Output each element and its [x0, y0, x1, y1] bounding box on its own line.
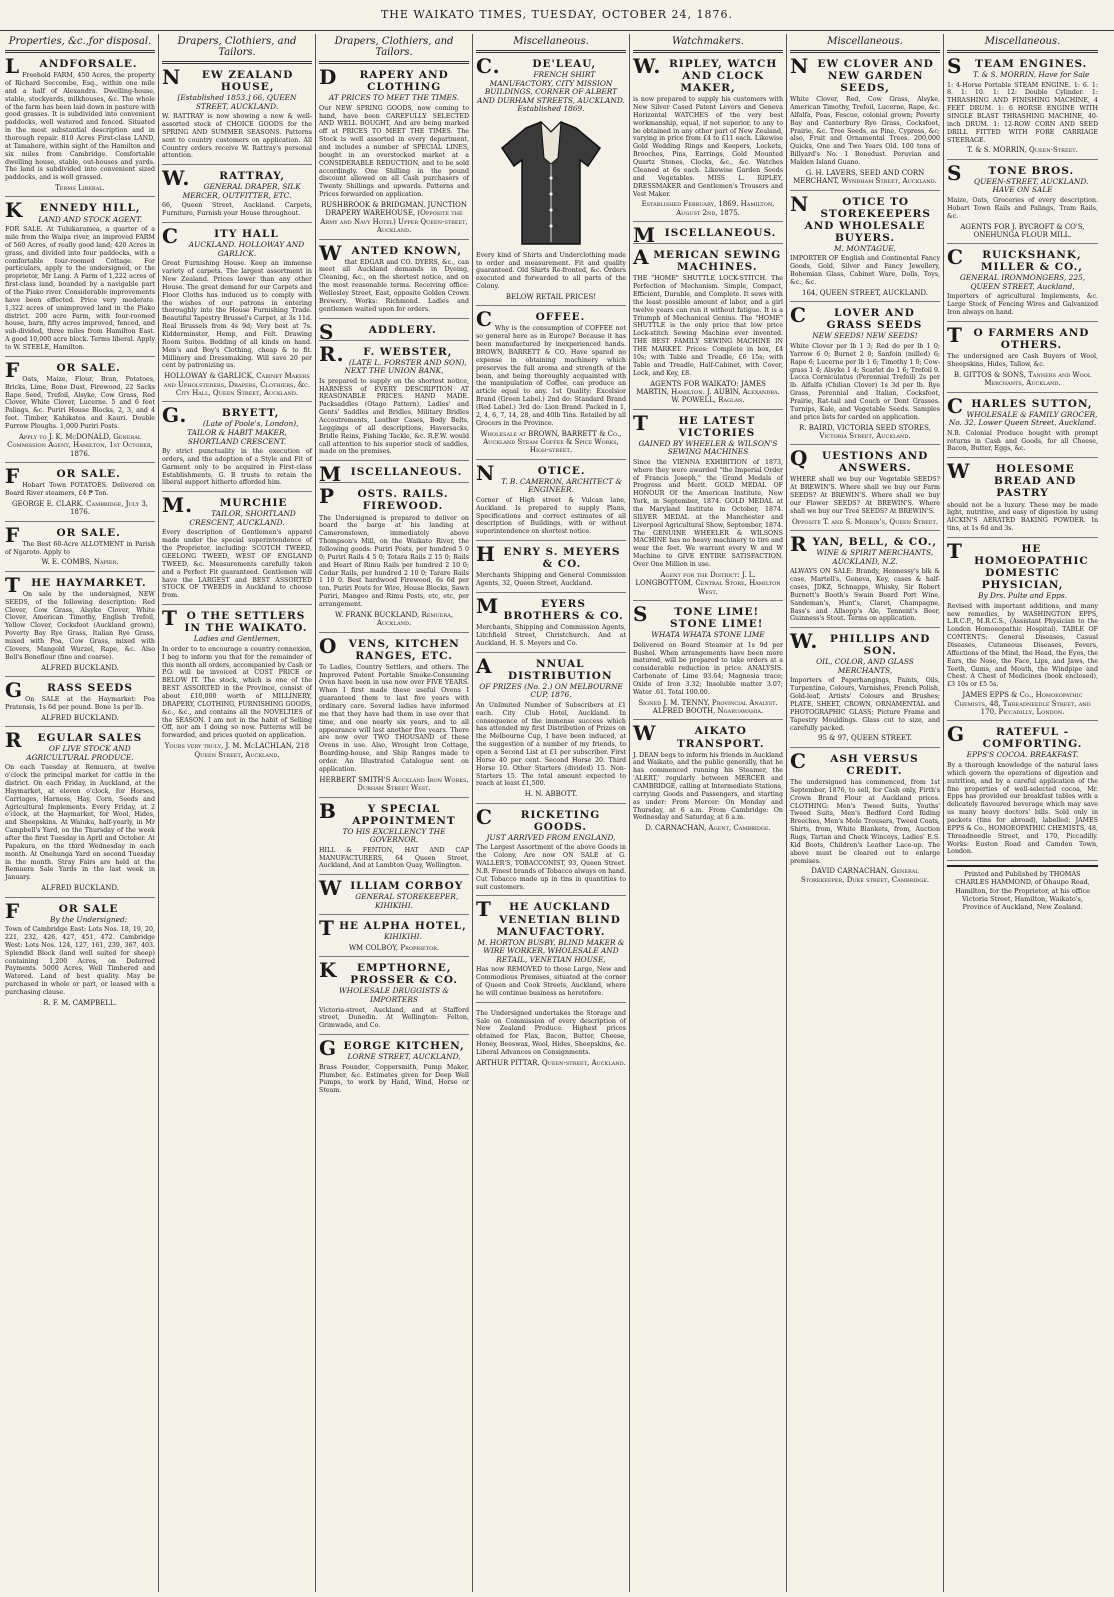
ad-subtitle: Ladies and Gentlemen,	[193, 634, 281, 644]
ad-title: M.MURCHIE	[162, 493, 288, 518]
ad-signature: ALFRED BUCKLAND.	[41, 663, 119, 672]
ad-title: MISCELLANEOUS.	[633, 223, 777, 248]
column-header: Miscellaneous.	[827, 36, 903, 47]
ad-body: J. DEAN begs to inform his friends in Auckland and Waikato, and the public generally, that he has commenced running his Steamer, the 'ALERT,' regularly between MERCER and CAMBRIDGE, calling at Intermediate Stations, carrying Goods and Passengers, and starting as under: From Mercer: On Monday and Thursday, at 6 a.m. From Cambridge: On Wednesday and Saturday, at 6 a.m.	[633, 751, 783, 822]
ad-body: 1: 4-Horse Portable STEAM ENGINE. 1: 6. 1: 8. 1: 10. 1: 12: Double Cylinder. 1: THRASHING AND FINISHING MACHINE, 4 FEET DRUM. 1: 6 HORSE ENGINE WITH SINGLE BLAST THRASHING MACHINE, 40-inch DRUM. 1: 12-ROW CORN AND SEED DRILL FITTED WITH FORE CARRIAGE STEERAGE.	[947, 81, 1098, 144]
ad-body: is now prepared to supply his customers with New Silver Cased Patent Levers and Geneva Horizontal WATCHES of the very best workmanship, equal, if not superior, to any to be obtained in any other part of New Zealand, varying in price from £4 to £11 each. Likewise Gold Wedding Rings and Keepers, Lockets, Brooches, Pins, Earrings, Gold Mounted Quartz Stones, Clocks, &c., &c. Watches Cleaned at 6s each. Likewise Garden Seeds and Vegetables. MISS L. RIPLEY, DRESSMAKER and Gentlemen's Trousers and Vest Maker.	[633, 96, 783, 198]
ad-title: SADDLERY.	[319, 319, 437, 344]
ad-body: Merchants Shipping and General Commission Agents, 32, Queen Street, Auckland.	[476, 572, 626, 588]
ad-body: that EDGAR and CO. DYERS, &c., can meet all Auckland demands in Dyeing, Cleaning, &c., on the shortest notice, and on the most reasonable terms. Receiving office: Wellesley Street, East, opposite Golden Crown Brewery. Works: Richmond. Ladies and gentlemen waited upon for orders.	[319, 258, 469, 313]
ad-title: TO FARMERS AND OTHERS.	[947, 323, 1090, 352]
ad-signature: R. BAIRD, VICTORIA SEED STORES, Victoria Street, Auckland.	[799, 423, 931, 440]
ad-body: THE "HOME" SHUTTLE LOCK-STITCH. The Perfection of Mechanism. Simple, Compact, Efficient, Durable, and Complete. It sews with the least possible amount of labor, and a girl twelve years can run it without fatigue. It is a Triumph of Mechanical Genius. The "HOME" SHUTTLE is the only price that low price Lock-stitch Sewing Machine ever invented. THE BEST FAMILY SEWING MACHINE IN THE MARKET. Prices: Complete in box, £4 10s; with Table and Treadle, £6 15s; with Table and Treadle, Half-Cabinet, with Cover, Lock, and Key, £8.	[633, 275, 783, 377]
ad-title: THE HAYMARKET.	[5, 572, 147, 597]
advertisement	[5, 729, 155, 897]
ad-body: Revised with important additions, and many new remedies, by WASHINGTON EPPS, L.R.C.P., M.R.C.S., (Assistant Physician to the London Homoeopathic Hospital). TABLE OF CONTENTS: General Diseases, Casual Diseases, Cutaneous Diseases, Fevers, Affections of the Mind, the Head, the Eyes, the Ears, the Nose, the Face, Lips, and Jaws, the Teeth, Gums, and Mouth, the Windpipe and Chest. A Chest of Medicines (book enclosed), £3 10s or £5 5s.	[947, 602, 1098, 689]
ad-title: MEYERS BROTHERS & CO.	[476, 593, 624, 623]
advertisement	[790, 533, 940, 628]
ad-body: On sale by the undersigned, NEW SEEDS, of the following description: Red Clover, Cow Grass, Alsyke Clover, White Clover, American Timothy, English Trefoil, Yellow Clover, Cocksfoot (Auckland grown), Poverty Bay Rye Grass, Italian Rye Grass, mixed with Poa, Cow Grass, mixed with Clovers, Mangold Wurzel, Rape, &c. Also Bell's Boneflour (fine and coarse).	[5, 590, 155, 661]
advertisement	[162, 494, 312, 605]
advertisement	[947, 324, 1098, 393]
ad-subtitle: WHOLESALE & FAMILY GROCER, No. 32, Lower Queen Street, Auckland.	[948, 409, 1098, 428]
ad-subtitle: M. HORTON BUSBY, BLIND MAKER & WIRE WORKER, WHOLESALE AND RETAIL, VENETIAN HOUSE,	[477, 937, 625, 964]
ad-body: 66, Queen Street, Auckland. Carpets, Furniture, Furnish your House throughout.	[162, 202, 312, 218]
ad-body: Since the VIENNA EXHIBITION of 1873, where they were awarded "the Imperial Order of Francis Joseph," the Grand Medals of Progress and Merit. GOLD MEDAL OF HONOUR Of the American Institute, New York, in September, 1874. GOLD MEDAL at the Maryland Institute in October, 1874. SILVER MEDAL at the Manchester and Liverpool Agricultural Show, September, 1874. The GENUINE WHEELER & WILSONS MACHINE has no heavy machinery to tire and wear the feet. We warrant every W and W Machine to GIVE ENTIRE SATISFACTION. Over One Million in use.	[633, 458, 783, 568]
ad-signature: Agent for the District: J. L. LONGBOTTOM, Central Store, Hamilton West.	[635, 570, 781, 596]
ad-signature: ARTHUR PITTAR, Queen-street, Auckland.	[476, 1058, 626, 1067]
ad-body: The Largest Assortment of the above Goods in the Colony, Are now ON SALE at G. WALLER'S, TOBACCONIST, 93, Queen Street. N.B. Finest brands of Tobacco always on hand. Cut Tobacco made up in tins in quantities to suit customers.	[476, 844, 626, 891]
ad-body: The Best 60-Acre ALLOTMENT in Parish of Ngaroto. Apply to	[5, 540, 155, 556]
ad-title: FOR SALE	[5, 898, 119, 923]
ad-signature: JAMES EPPS & Co., Homoeopathic Chemists, 48, Threadneedle Street, and 170, Piccadilly, London.	[954, 691, 1091, 716]
ad-subtitle: KIHIKIHI.	[383, 932, 422, 942]
ad-title: FOR SALE.	[5, 357, 121, 382]
ad-subtitle: (Late of Poole's, London), TAILOR & HABIT MAKER, SHORTLAND CRESCENT.	[187, 419, 299, 446]
ad-signature: GEORGE E. CLARK. Cambridge, July 3, 1876.	[11, 499, 149, 517]
ad-body: Great Furnishing House. Keep an immense variety of carpets. The largest assortment in New Zealand. Prices lower than any other House. The great demand for our Carpets and Floor Cloths has induced us to comply with the wishes of our patrons in entering thoroughly into the House Furnishing Trade. Beautiful Tapestry Brussel's Carpet, at 3s 11d. Real Brussels from 4s 9d; Very best at 7s. Kidderminster, Hemp, and Felt. Drawing Room Suites. Bedding of all kinds on hand. Men's and Boy's Clothing, cheap & to fit. Millinery and Dressmaking. Will save 20 per cent by patronizing us.	[162, 260, 312, 370]
column-header: Properties, &c.,for disposal.	[8, 36, 152, 47]
ad-title: STONE LIME! STONE LIME!	[633, 602, 764, 631]
ad-title: FOR SALE.	[5, 464, 121, 489]
ad-body: Is prepared to supply on the shortest notice, HARNESS of EVERY DESCRIPTION AT REASONABLE PRICES. HAND MADE. Packsaddles (Otago Pattern), Ladies' and Gents' Saddles and Bridles, Military Bridles Accoutrements, Leather Cases, Body Belts, Leggings of all descriptions, Haversacks, Bridle Reins, Fishing Tackle, &c. R.F.W. would call attention to his superior stock of saddles, made on the premises.	[319, 377, 469, 456]
ad-title: NOTICE.	[476, 460, 586, 485]
advertisement	[633, 412, 783, 601]
advertisement	[947, 246, 1098, 322]
ad-body: The Undersigned is prepared to deliver on board the barge at his landing at Cameronstown, immediately above Thompson's Mill, on the Waikato River, the following goods: Puriri Posts, per hundred 5 0 0; Puriri Rails 4 5 0; Totara Rails 2 15 0; Rails and Heart of Rimu Rails per hundred 2 10 0; Cedar Rails, per hundred 2 10 0; Tarare Rails 1 10 0. Best hardwood Firewood, 6s 6d per ton. Puriri Posts for Wire, House Blocks, Sawn Puriri, Mangeo and Rimu Posts, etc, etc, per arrangement.	[319, 514, 469, 608]
ad-subtitle: AT PRICES TO MEET THE TIMES.	[328, 93, 460, 103]
ad-subtitle: By Drs. Pulte and Epps.	[978, 591, 1067, 601]
column-header: Drapers, Clothiers, and Tailors.	[177, 36, 297, 58]
advertisement	[5, 679, 155, 727]
ad-body: The undersigned has commenced, from 1st September, 1876, to sell, for Cash only, Firth's Crown Brand Flour at Auckland prices. CLOTHING: Men's Tweed Suits, Youths' Tweed Suits, Men's Bedford Cord Riding Breeches, Men's Mole Trousers, Tweed Coats, Shirts, from, White Blankets, from, Auction Rugs, Tartan and Check Winceys, Ladies' E.S. Kid Boots, Children's Leather Lace-up. The above must be cleared out to enlarge premises.	[790, 778, 940, 865]
advertisement	[319, 959, 469, 1035]
ad-body: By strict punctuality in the execution of orders, and the adoption of a Style and Fit of Garment only to be acquired in First-class Establishments, G. B trusts to retain the liberal support hitherto afforded him.	[162, 448, 312, 487]
column-rule	[476, 50, 626, 53]
advertisement	[5, 900, 155, 1012]
ad-body: Delivered on Board Steamer at 1s 9d per Bushel. When arrangements have been more matured, will be prepared to take orders at a considerable reduction in price. ANALYSIS. Carbonate of Lime 93.64; Magnesia trace; Oxide of Iron 3.32; Insoluble matter 3.07; Water .61. Total 100.00.	[633, 641, 783, 696]
ad-title: BY SPECIAL APPOINTMENT	[319, 798, 456, 827]
ad-title: CLOVER AND GRASS SEEDS	[790, 303, 923, 332]
advertisement	[5, 574, 155, 677]
advertisement	[633, 223, 783, 248]
ad-title: MISCELLANEOUS.	[319, 462, 463, 487]
ad-body: Oats, Maize, Flour, Bran, Potatoes, Bricks, Lime, Bone Dust, Firewood, 22 Sacks Rape Seed, Trefoil, Alsyke, Cow Grass, Red Clover, White Clover, Lucerne. 5 and 6 feet Palings, &c. Puriri House Blocks, 2, 3, and 4 feet. Timber, Kahikatea and Kauri. Double Furrow Ploughs. 1,000 Puriri Posts.	[5, 375, 155, 431]
ad-title: CRICKETING GOODS.	[476, 804, 601, 833]
ad-body: On SALE at the Haymarket: Poa Pratensis, 1s 6d per pound. Bone 1s per lb.	[5, 696, 155, 711]
ad-title: TO THE SETTLERS IN THE WAIKATO.	[162, 606, 308, 635]
ad-title: C.DE'LEAU,	[476, 54, 597, 78]
ad-body: Maize, Oats, Groceries of every description. Hobart Town Rails and Palings, Tram Rails, &c.	[947, 196, 1098, 220]
column-header: Drapers, Clothiers, and Tailors.	[334, 36, 454, 58]
advertisement	[790, 750, 940, 888]
ad-body: Freehold FARM, 450 Acres, the property of Richard Seccombe, Esq., within one mile and a half of Alexandra. Dwelling-house, stable, stockyards, milkhouses, &c. The whole of the farm has been laid down in pasture with good grasses. It is subdivided into convenient paddocks, well watered and fenced. Situated in the most substantial description and in thorough repair. 810 Acres First-class LAND, at Tamahere, within sight of the Hamilton and six miles from Cambridge. Comfortable dwelling house, stable, out-houses and yards. The land is subdivided into convenient sized paddocks, and is well grassed.	[5, 72, 155, 182]
ad-subtitle: [Established 1853.] 66, QUEEN STREET, AUCKLAND.	[177, 93, 297, 111]
advertisement	[319, 635, 469, 798]
column-rule	[790, 50, 940, 53]
ad-body: The Undersigned undertakes the Storage and Sale on Commission of every description of New Zealand Produce. Highest prices obtained for Flax, Bacon, Butter, Cheese, Honey, Beeswax, Wool, Hides, Sheepskins, &c. Liberal Advances on Consignments.	[476, 1009, 626, 1056]
ad-body: Why is the consumption of COFFEE not so general here as in Europe? Because it has been manufactured by inexperienced hands. BROWN, BARRETT & CO. Have spared no expense in obtaining machinery which preserves the full aroma and strength of the bean, and being thoroughly acquainted with the manipulation of Coffee, can produce an article equal to any. 1st Quality: Excelsior Brand (Green Label.) 2nd do: Standard Brand (Red Label.) 3rd do: Lion Brand. Packed in 1, 2, 4, 6, 7, 14, 28, and 40lb Tins. Retailed by all Grocers in the Province.	[476, 325, 626, 427]
ad-title: OVENS, KITCHEN RANGES, ETC.	[319, 633, 460, 662]
advertisement	[790, 304, 940, 445]
advertisement	[947, 395, 1098, 459]
advertisement	[162, 167, 312, 223]
advertisement	[633, 722, 783, 836]
ad-signature: Wholesale at BROWN, BARRETT & Co., Auckland Steam Coffee & Spice Works, High-street.	[480, 429, 622, 455]
advertisement	[790, 193, 940, 303]
column-2	[159, 34, 316, 1592]
ad-signature: G. H. LAVERS, SEED AND CORN MERCHANT, Wyndham Street, Auckland.	[793, 168, 937, 186]
ad-subtitle: OF PRIZES (No. 2.) ON MELBOURNE CUP, 1876.	[479, 681, 623, 700]
ad-signature: W. FRANK BUCKLAND, Remuera, Auckland.	[335, 610, 453, 628]
ad-subtitle: M. MONTAGUE,	[833, 243, 897, 253]
ad-signature: WM COLBOY, Proprietor.	[348, 943, 440, 952]
advertisement	[162, 66, 312, 165]
ad-subtitle: (LATE L. FORSTER AND SON), NEXT THE UNION BANK,	[344, 357, 467, 376]
ad-body: N.B. Colonial Produce bought with prompt returns in Cash and Goods, for all Cheese, Bacon, Butter, Eggs, &c.	[947, 429, 1098, 453]
ad-subtitle: JUST ARRIVED FROM ENGLAND,	[486, 832, 616, 842]
ad-title: LANDFORSALE.	[5, 54, 138, 78]
advertisement	[319, 877, 469, 915]
ad-body: On each Tuesday at Remuera, at twelve o'clock the principal market for cattle in the district. On each Friday, in Auckland, at the Haymarket, at eleven o'clock, for Horses, Carriages, Harness, Hay, Corn, Seeds and Agricultural Implements. Every Friday, at 2 o'clock, at the Haymarket, for Wool, Hides, and Sheepskins. At Waiuku, half-yearly, in Mr Campbell's Yard, on the Thursday of the week after the first Tuesday in April and October. At Papakura, on the third Wednesday in each month. At Onehunga Yard on second Tuesday in the month. Stray Fairs are held at the Remuera Sale Yards in the last week in January.	[5, 764, 155, 882]
ad-signature: W. E. COMBS, Napier.	[41, 558, 119, 567]
advertisement	[319, 242, 469, 319]
ad-title: W.PHILLIPS AND SON.	[790, 629, 931, 658]
ad-title: QUESTIONS AND ANSWERS.	[790, 446, 929, 475]
advertisement	[790, 55, 940, 191]
ad-subtitle: LAND AND STOCK AGENT.	[38, 214, 143, 224]
ad-body: should not be a luxury. These may be made light, nutritive, and easy of digestion by using AICKIN'S AERATED BAKING POWDER. In tins, at 1s 6d and 3s.	[947, 501, 1098, 533]
column-4	[473, 34, 630, 1592]
ad-body: Victoria-street, Auckland, and at Stafford street, Dunedin. At Wellington: Felton, Grimwade, and Co.	[319, 1006, 469, 1030]
ad-signature: 95 & 97, QUEEN STREET.	[818, 734, 912, 743]
ad-signature: Yours very truly, J. M. McLACHLAN, 218 Queen Street, Auckland.	[164, 742, 310, 759]
column-rule	[162, 61, 312, 64]
ad-body: Importers of agricultural Implements, &c. Large Stock of Fencing Wires and Galvanized Iron always on hand.	[947, 293, 1098, 317]
ad-body: The undersigned are Cash Buyers of Wool, Sheepskins, Hides, Tallow, &c.	[947, 353, 1098, 369]
ad-body: Every description of Gentlemen's apparel made under the special superintendence of the Proprietor, including: SCOTCH TWEED, GEELONG TWEED, WEST OF ENGLAND TWEED, &c. Measurements carefully taken and a Perfect Fit guaranteed. Gentlemen will have the LARGEST and BEST ASSORTED STOCK OF TWEEDS in Auckland to choose from.	[162, 529, 312, 600]
advertisement	[476, 543, 626, 593]
ad-body: Brass Founder, Coppersmith, Pump Maker, Plumber, &c. Estimates given for Deep Well Pumps, to work by Hand, Wind, Horse or Steam.	[319, 1063, 469, 1095]
ad-body: White Clover, Red, Cow Grass, Alsyke, American Timothy, Trefoil, Lucerne, Rape, &c. Alfalfa, Poas, Fescue, colonial grown; Poverty Bay and Canterbury Rye Grass, Cocksfoot, Prairie, &c. Tree Seeds, as Pine, Cypress, &c; also, Fruit and Ornamental Trees. 200,000 Quicks, One and Two Years Old. 100 tons of Billyard's No. 1 Bonedust. Peruvian and Malden Island Guano.	[790, 96, 940, 167]
ad-body: FOR SALE. At Tuhikaramea, a quarter of a mile from the Waipa river, an improved FARM of 560 Acres, of really good land; 420 Acres in grass, and divided into four paddocks, with a comfortable four-roomed Cottage. For particulars, apply to the undersigned, or the proprietor, Mr Lang. A Farm of 1,222 acres of first-class land, bounded by a navigable part of the Piako river. Considerable improvements have been effected. Price very moderate. 1,322 acres of unimproved land in the Piako district. 200 acre Farm, with four-roomed house, barn, fifty acres improved, fenced, and sub-divided, three miles from Hamilton East. A good 10,000 acre block. Terms liberal. Apply to W. STEELE, Hamilton.	[5, 226, 155, 351]
ad-signature: HOLLOWAY & GARLICK, Cabinet Makers and Upholsterers, Drapers, Clothiers, &c. City Hall, Queen Street, Auckland.	[163, 372, 311, 398]
advertisement	[319, 800, 469, 876]
advertisement	[633, 55, 783, 222]
ad-subtitle: GAINED BY WHEELER & WILSON'S SEWING MACHINES	[638, 438, 778, 457]
ad-body: Importers of Paperhangings, Paints, Oils, Turpentine, Colours, Varnishes, French Polish, Gold-leaf, Artists' Colours and Brushes; PLATE, SHEET, CROWN, ORNAMENTAL and PHOTOGRAPHIC GLASS; Picture Frame and Tapestry Mouldings. Glass cut to size, and carefully packed.	[790, 677, 940, 732]
column-header: Watchmakers.	[672, 36, 744, 47]
advertisement	[162, 225, 312, 402]
ad-body: Town of Cambridge East: Lots Nos. 18, 19, 20, 221, 232, 426, 427, 451, 472. Cambridge West: Lots Nos. 124, 127, 161, 239, 367, 403. Splendid Block (land well suited for sheep) containing 1,200 Acres, on Deferred Payments. 5000 Acres, Well Timbered and Watered. Land of best quality. May be purchased in whole or part, or leased with a purchasing clause.	[5, 926, 155, 996]
column-rule	[5, 50, 155, 53]
advertisement	[5, 465, 155, 522]
ad-signature: Established February, 1869. Hamilton, August 2nd, 1875.	[641, 200, 775, 217]
advertisement	[476, 595, 626, 653]
ad-subtitle: GENERAL IRONMONGERS, 225, QUEEN STREET, Auckland,	[959, 273, 1086, 291]
ad-body: An Unlimited Number of Subscribers at £1 each. City Club Hotel, Auckland. In consequence of the immense success which has attended my first Distribution of Prizes on the Melbourne Cup, I have been induced, at the suggestion of a number of my friends, to open a Second List at £1 per subscriber. First Horse 40 per cent. Second Horse 20. Third Horse 10. Other Starters (divided) 15. Non-Starters 15. The total amount expected to reach at least £1,500.	[476, 701, 626, 788]
advertisement	[319, 917, 469, 957]
advertisement	[790, 630, 940, 748]
ad-signature: Opposite T. and S. Morrin's, Queen Street.	[791, 517, 939, 526]
ad-body: HILL & FENTON, HAT AND CAP MANUFACTURERS, 64 Queen Street, Auckland, And at Lambton Quay, Wellington.	[319, 846, 469, 870]
advertisement	[476, 55, 626, 306]
ad-title: STEAM ENGINES.	[947, 54, 1088, 78]
ad-subtitle: QUEEN-STREET, AUCKLAND. HAVE ON SALE	[974, 176, 1089, 195]
ad-body: Merchants, Shipping and Commission Agents, Litchfield Street, Christchurch. And at Auckland, H. S. Meyers and Co.	[476, 624, 626, 647]
ad-subtitle: WINE & SPIRIT MERCHANTS, AUCKLAND, N.Z.	[816, 548, 934, 566]
ad-title: REGULAR SALES	[5, 728, 143, 753]
ad-body: In order to to encourage a country connexion, I beg to inform you that for the remainder of this month all orders, accompanied by Cash or P.O. will be invoiced at COST PRICE or BELOW IT. The stock, which is one of the BEST ASSORTED in the Province, consist of about £10,000 worth of MILLINERY, DRAPERY, CLOTHING, FURNISHING GOODS, &c., &c., and contains all the NOVELTIES of the SEASON. I am not in the habit of Selling Off, nor am I doing so now. Patterns will be forwarded, and prices quoted on application.	[162, 645, 312, 740]
ad-subtitle: T. B. CAMERON, ARCHITECT & ENGINEER.	[501, 476, 622, 495]
advertisement	[476, 308, 626, 459]
ad-subtitle: T. & S. MORRIN, Have for Sale	[973, 70, 1090, 80]
column-5	[630, 34, 787, 1592]
ad-body: White Clover per lb 1 3; Red do per lb 1 0; Yarrow 6 0; Burnet 2 0; Sanfoin (milled) 6; Rape 6; Lucerne per lb 1 6; Timothy 1 0; Cow-grass 1 4; Alsyke 1 4; Scarlet do 1 6; Trefoil 9. Lucca Corniculatus (Perennial Trefoil) 2s per lb. Alfalfa (Chilian Clover) 1s 3d per lb. Rye Grass, Perennial and Italian, Cocksfoot, Prairie, Rat-tail and Couch or Dont Grasses. Turnips, Kale, and Vegetable Seeds. Samples and price lists for carded on application.	[790, 342, 940, 421]
ad-title: DRAPERY AND CLOTHING	[319, 65, 449, 94]
ad-subtitle: GENERAL DRAPER, SILK MERCER, OUTFITTER, ETC.	[182, 182, 301, 200]
ad-body: Has now REMOVED to those Large, New and Commodious Premises, situated at the corner of Queen and Cook Streets, Auckland, where he will continue business as heretofore.	[476, 966, 626, 997]
ad-title: WANTED KNOWN,	[319, 240, 463, 265]
ad-title: WAIKATO TRANSPORT.	[633, 721, 765, 750]
shirt-illustration-icon	[496, 118, 606, 248]
ad-subtitle: OF LIVE STOCK AND AGRICULTURAL PRODUCE.	[26, 744, 134, 762]
ad-title: STONE BROS.	[947, 160, 1075, 185]
ad-title: W.RIPLEY, WATCH AND CLOCK MAKER,	[633, 54, 778, 95]
ad-title: GRATEFUL - COMFORTING.	[947, 722, 1083, 751]
ad-subtitle: WHATA WHATA STONE LIME	[651, 630, 765, 640]
ad-subtitle: TO HIS EXCELLENCY THE GOVERNOR.	[342, 826, 446, 845]
advertisement	[476, 462, 626, 541]
ad-body: To Ladies, Country Settlers, and others. The Improved Patent Portable Smoke-Consuming Oven have been in use now over FIVE YEARS. When I first made these useful Ovens I guaranteed them to last five years with ordinary care. Several ladies have informed me that they have had them in use over that time, and one nearly six years, and to all appearance will last another five years. There are now over TWO THOUSAND of these Ovens in use. Also, Wrought Iron Cottage, Boarding-house, and Ship Ranges made to order. An Illustrated Catalogue sent on application.	[319, 663, 469, 773]
ad-signature: Signed J. M. TENNY, Provincial Analyst. ALFRED BOOTH, Ngaruawahia.	[638, 698, 778, 716]
ad-subtitle: NEW SEEDS! NEW SEEDS!	[812, 331, 918, 341]
ad-signature: Terms Liberal.	[55, 184, 105, 193]
column-6	[787, 34, 944, 1592]
ad-subtitle: OIL, COLOR, AND GLASS MERCHANTS,	[816, 657, 914, 675]
ad-title: HENRY S. MEYERS & CO.	[476, 542, 621, 571]
advertisement	[162, 607, 312, 763]
ad-signature: DAVID CARNACHAN, General Storekeeper, Duke street, Cambridge.	[800, 867, 930, 884]
column-header: Miscellaneous.	[513, 36, 589, 47]
ad-subtitle: AUCKLAND. HOLLOWAY AND GARLICK.	[188, 240, 305, 258]
column-3	[316, 34, 473, 1592]
advertisement	[947, 55, 1098, 160]
advertisement	[476, 1005, 626, 1072]
ad-signature: BELOW RETAIL PRICES!	[505, 292, 597, 301]
advertisement	[319, 66, 469, 240]
ad-body: WHERE shall we buy our Vegetable SEEDS? At BREWIN'S. Where shall we buy our Farm SEEDS? At BREWIN'S. Where shall we buy our Flower SEEDS? At BREWIN'S. Where shall we buy our Tree SEEDS? At BREWIN'S.	[790, 476, 940, 515]
advertisement	[633, 246, 783, 409]
ad-signature: Apply to J. K. McDONALD, General Commission Agent, Hamilton, 1st October, 1876.	[7, 432, 153, 458]
ad-title: RYAN, BELL, & CO.,	[790, 532, 938, 557]
ad-body: By a thorough knowledge of the natural laws which govern the operations of digestion and nutrition, and by a careful application of the fine properties of well-selected cocoa, Mr. Epps has provided our breakfast tables with a delicately flavoured beverage which may save us many heavy doctors' bills. Sold only in packets (tins for abroad), labelled: JAMES EPPS & Co., HOMOEOPATHIC CHEMISTS, 48, Threadneedle Street, and 170, Piccadilly. Works: Euston Road and Camden Town, London.	[947, 761, 1098, 856]
ad-title: KEMPTHORNE, PROSSER & CO.	[319, 958, 459, 987]
ad-signature: AGENTS FOR WAIKATO: JAMES MARTIN, Hamilton. J. AUBIN, Alexandra. W. POWELL, Raglan.	[636, 379, 780, 405]
column-rule	[947, 50, 1098, 53]
advertisement	[947, 460, 1098, 538]
ad-title: FOR SALE.	[5, 522, 121, 547]
ad-signature: RUSHBROOK & BRIDGMAN, JUNCTION DRAPERY WAREHOUSE, (Opposite the Army and Navy Hotel) Upper Queen-street, Auckland.	[320, 200, 468, 235]
columns	[2, 34, 1110, 1592]
advertisement	[947, 723, 1098, 861]
advertisement	[319, 1037, 469, 1099]
ad-signature: AGENTS FOR J. BYCROFT & CO'S, ONEHUNGA FLOUR MILL.	[960, 222, 1085, 239]
ad-body: Corner of High street & Vulcan lane, Auckland. Is prepared to supply Plans, Specifications and correct estimates of all description of Buildings, with or without superintendence on shortest notice.	[476, 496, 626, 536]
ad-title: CITY HALL	[162, 224, 279, 249]
ad-signature: D. CARNACHAN, Agent, Cambridge.	[645, 824, 771, 833]
ad-signature: B. GITTOS & SONS, Tanners and Wool Merchants, Auckland.	[953, 370, 1092, 388]
ad-body: ALWAYS ON SALE: Brandy, Hennessy's blk & case, Martell's, Geneva, Key, cases & half-cases, JDKZ, Schnapps, Whisky, Sir Robert Burnett's Booth's Swain Board Port Wine, Sandeman's, Hunt's, Claret, Champagne, Bass's and Allsopp's Ale, Tennent's Beer, Guinness's Stout. Terms on application.	[790, 568, 940, 623]
ad-signature: H. N. ABBOTT.	[524, 790, 578, 799]
column-rule	[319, 61, 469, 64]
advertisement	[476, 806, 626, 897]
ad-title: W.RATTRAY,	[162, 166, 285, 191]
ad-title: NEW ZEALAND HOUSE,	[162, 65, 294, 94]
masthead: THE WAIKATO TIMES, TUESDAY, OCTOBER 24, 1876.	[0, 0, 1114, 31]
ad-signature: ALFRED BUCKLAND.	[41, 884, 119, 893]
advertisement	[633, 603, 783, 720]
advertisement	[319, 343, 469, 462]
ad-title: NOTICE TO STOREKEEPERS AND WHOLESALE BUYERS.	[790, 191, 931, 244]
ad-body: Our NEW SPRING GOODS, now coming to hand, have been CAREFULLY SELECTED AND WELL BOUGHT, And are being marked off at PRICES TO MEET THE TIMES. The Stock is well assorted in every department, and includes a number of SPECIAL LINES, bought in an overstocked market at a CONSIDERABLE REDUCTION, and to be sold accordingly. One Shilling in the pound discount allowed on all Cash purchasers of Twenty Shillings and upwards. Patterns and Prices forwarded on application.	[319, 104, 469, 199]
advertisement	[5, 55, 155, 197]
advertisement	[476, 898, 626, 1002]
advertisement	[476, 655, 626, 804]
ad-body: IMPORTER OF English and Continental Fancy Goods, Gold, Silver and Fancy Jewellery, Bohemian Glass, Cabinet Ware, Dolls, Toys, &c., &c.	[790, 255, 940, 287]
advertisement	[790, 447, 940, 531]
ad-title: THE ALPHA HOTEL,	[319, 916, 467, 941]
ad-subtitle: FRENCH SHIRT MANUFACTORY, CITY MISSION BUILDINGS, CORNER OF ALBERT AND DURHAM STREETS, AUCKLAND. Established 1869.	[477, 70, 625, 114]
ad-subtitle: TAILOR, SHORTLAND CRESCENT, AUCKLAND.	[189, 509, 296, 527]
ad-subtitle: GENERAL STOREKEEPER, KIHIKIHI.	[355, 892, 459, 910]
advertisement	[5, 359, 155, 463]
ad-signature: 164, QUEEN STREET, AUCKLAND.	[801, 288, 929, 297]
ad-title: POSTS. RAILS. FIREWOOD.	[319, 484, 449, 513]
ad-subtitle: By the Undersigned:	[49, 914, 128, 924]
ad-subtitle: LORNE STREET, AUCKLAND,	[347, 1052, 461, 1062]
ad-body: W. RATTRAY is now showing a new & well-assorted stock of CHOICE GOODS for the SPRING AND SUMMER SEASONS. Patterns sent to country customers on application. All Country orders receive W. Rattray's personal attention.	[162, 113, 312, 160]
ad-title: CASH VERSUS CREDIT.	[790, 748, 919, 777]
ad-title: WHOLESOME BREAD AND PASTRY	[947, 459, 1077, 500]
advertisement	[319, 485, 469, 632]
column-header: Miscellaneous.	[984, 36, 1061, 47]
ad-body: Every kind of Shirts and Underclothing made to order and measurement. Fit and quality guaranteed. Old Shirts Re-fronted, &c. Orders executed and forwarded to all parts of the Colony.	[476, 251, 626, 291]
ad-subtitle: WHOLESALE DRUGGISTS & IMPORTERS	[339, 986, 449, 1004]
ad-signature: R. F. M. CAMPBELL.	[43, 998, 117, 1007]
ad-title: COFFEE.	[476, 307, 586, 332]
printer-imprint: Printed and Published by THOMAS CHARLES HAMMOND, of Ohaupo Road, Hamilton, for the Proprietor, at his office Victoria Street, Hamilton, Waikato's, Province of Auckland, New Zealand.	[947, 865, 1098, 911]
ad-title: THE HOMOEOPATHIC DOMESTIC PHYSICIAN,	[947, 538, 1089, 592]
ad-signature: HERBERT SMITH'S Auckland Iron Works, Durham Street West.	[319, 775, 469, 793]
ad-title: CHARLES SUTTON,	[947, 393, 1093, 418]
ad-title: THE LATEST VICTORIES	[633, 410, 756, 439]
ad-title: KENNEDY HILL,	[5, 198, 141, 223]
advertisement	[5, 524, 155, 572]
ad-title: R.F. WEBSTER,	[319, 341, 453, 366]
ad-body: Hobart Town POTATOES. Delivered on Board River steamers, £4 ₱ Ton.	[5, 482, 155, 497]
advertisement	[947, 162, 1098, 244]
advertisement	[162, 404, 312, 492]
ad-signature: T. & S. MORRIN, Queen-Street.	[967, 146, 1078, 155]
ad-title: WILLIAM CORBOY	[319, 876, 464, 901]
advertisement	[319, 319, 469, 344]
ad-title: G.BRYETT,	[162, 403, 280, 428]
ad-title: ANNUAL DISTRIBUTION	[476, 653, 613, 682]
column-7	[944, 34, 1101, 1592]
ad-title: THE AUCKLAND VENETIAN BLIND MANUFACTORY.	[476, 897, 621, 938]
ad-signature: ALFRED BUCKLAND.	[41, 713, 119, 722]
advertisement	[5, 199, 155, 356]
ad-title: GRASS SEEDS	[5, 677, 133, 702]
ad-title: NEW CLOVER AND NEW GARDEN SEEDS,	[790, 54, 934, 95]
ad-subtitle: EPPS'S COCOA. BREAKFAST.	[966, 750, 1079, 760]
ad-title: CRUICKSHANK, MILLER & CO.,	[947, 245, 1083, 274]
ad-title: AMERICAN SEWING MACHINES.	[633, 245, 782, 274]
column-rule	[633, 50, 783, 53]
column-1	[2, 34, 159, 1592]
ad-title: GEORGE KITCHEN,	[319, 1036, 465, 1061]
advertisement	[947, 540, 1098, 721]
advertisement	[319, 462, 469, 487]
